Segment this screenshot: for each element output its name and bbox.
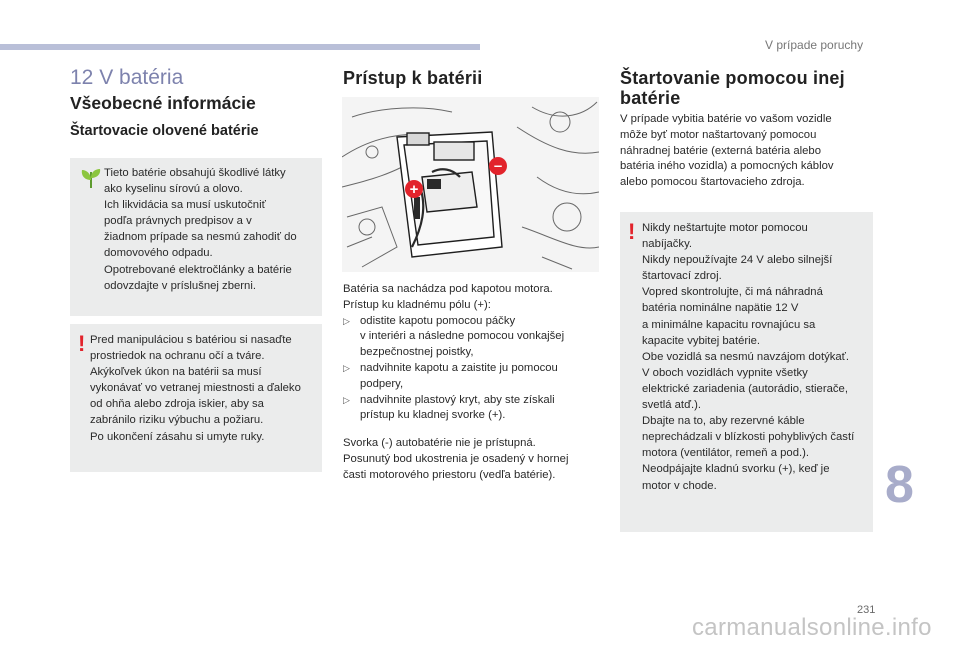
text-line: v interiéri a následne pomocou vonkajšej [360, 330, 565, 343]
text-line: Svorka (-) autobatérie nie je prístupná. [343, 437, 536, 450]
text-line: Po ukončení zásahu si umyte ruky. [90, 430, 265, 443]
chapter-number: 8 [885, 456, 914, 514]
text-line: podpery, [360, 377, 404, 390]
section-heading: Všeobecné informácie [70, 93, 256, 113]
text-line: bezpečnostnej poistky, [360, 346, 474, 359]
warning-icon: ! [628, 219, 636, 244]
text-line: štartovací zdroj. [642, 270, 722, 283]
negative-terminal-marker [488, 156, 508, 176]
text-line: prostriedok na ochranu očí a tváre. [90, 350, 265, 363]
bullet-icon: ▷ [343, 394, 350, 405]
header-bar [0, 44, 480, 50]
battery-access-text [343, 282, 598, 484]
warning-box-jumpstart [620, 212, 873, 532]
text-line: môže byť motor naštartovaný pomocou [620, 128, 817, 141]
text-line: Ich likvidácia sa musí uskutočniť [104, 199, 266, 212]
section-heading: Prístup k batérii [343, 68, 483, 88]
text-line: V prípade vybitia batérie vo vašom vozidle [620, 113, 832, 125]
text-line: Pred manipuláciou s batériou si nasaďte [90, 334, 292, 346]
positive-terminal-marker [404, 179, 424, 199]
text-line: od ohňa alebo zdroja iskier, aby sa [90, 398, 264, 411]
list-item [343, 314, 598, 361]
text-line: časti motorového priestoru (vedľa batérie). [343, 468, 556, 481]
watermark: carmanualsonline.info [692, 614, 932, 641]
text-line: nadvihnite kapotu a zaistite ju pomocou [360, 361, 558, 374]
eco-info-box [70, 158, 322, 316]
text-line: Batéria sa nachádza pod kapotou motora. [343, 283, 553, 295]
text-line: Vopred skontrolujte, či má náhradná [642, 286, 823, 299]
text-line: Nikdy neštartujte motor pomocou [642, 222, 808, 234]
page-number: 231 [857, 604, 876, 616]
list-item [343, 393, 598, 425]
text-line: domovového odpadu. [104, 247, 213, 260]
text-line: V oboch vozidlách vypnite všetky [642, 366, 808, 379]
text-line: a minimálne kapacitu rovnajúcu sa [642, 318, 816, 331]
recycle-leaf-icon [80, 167, 102, 189]
text-line: Obe vozidlá sa nesmú navzájom dotýkať. [642, 350, 850, 363]
text-line: neprechádzali v blízkosti pohyblivých častí [642, 431, 855, 444]
text-line: ako kyselinu sírovú a olovo. [104, 183, 243, 196]
text-line: svetlá atď.). [642, 399, 702, 412]
text-line: kapacite vybitej batérie. [642, 334, 761, 347]
warning-box-text [90, 332, 320, 445]
warning-box-safety [70, 324, 322, 472]
text-line: nadvihnite plastový kryt, aby ste získali [360, 393, 555, 406]
list-item [343, 361, 598, 393]
minus-label: – [493, 157, 503, 175]
eco-box-text [104, 165, 319, 294]
text-line: náhradnej batérie (externá batéria alebo [620, 144, 821, 157]
text-line: Akýkoľvek úkon na batérii sa musí [90, 366, 262, 379]
subsection-heading: Štartovacie olovené batérie [70, 123, 259, 139]
text-line: prístup ku kladnej svorke (+). [360, 409, 506, 422]
text-line: vykonávať vo vetranej miestnosti a ďaleko [90, 382, 301, 395]
text-line: žiadnom prípade sa nesmú zahodiť do [104, 231, 297, 244]
bullet-icon: ▷ [343, 315, 350, 326]
text-line: Nikdy nepoužívajte 24 V alebo silnejší [642, 254, 833, 267]
text-line: Dbajte na to, aby rezervné káble [642, 415, 805, 428]
warning-box-text [642, 220, 872, 494]
text-line: odovzdajte v príslušnej zberni. [104, 279, 256, 292]
text-line: Opotrebované elektročlánky a batérie [104, 263, 292, 276]
text-line: batéria nominálne napätie 12 V [642, 302, 799, 315]
warning-icon: ! [78, 331, 86, 356]
chapter-title: V prípade poruchy [765, 38, 864, 52]
text-line: Prístup ku kladnému pólu (+): [343, 298, 491, 311]
bullet-icon: ▷ [343, 362, 350, 373]
jump-start-intro [620, 112, 875, 191]
section-heading [620, 68, 880, 108]
text-line: batéria iného vozidla) a pomocných káblov [620, 160, 834, 173]
text-line: nabíjačky. [642, 238, 693, 251]
text-line: elektrické zariadenia (autorádio, stierače, [642, 382, 848, 395]
engine-battery-photo [342, 97, 599, 272]
text-line: zabránilo riziku výbuchu a požiaru. [90, 414, 264, 427]
title-line: batérie [620, 88, 681, 108]
text-line: odistite kapotu pomocou páčky [360, 314, 516, 327]
text-line: Neodpájajte kladnú svorku (+), keď je [642, 463, 830, 476]
plus-label: + [409, 181, 419, 198]
text-line: alebo pomocou štartovacieho zdroja. [620, 176, 805, 189]
text-line: Posunutý bod ukostrenia je osadený v hornej [343, 452, 569, 465]
text-line: motora (ventilátor, remeň a pod.). [642, 447, 810, 460]
text-line: podľa právnych predpisov a v [104, 215, 252, 228]
text-line: Tieto batérie obsahujú škodlivé látky [104, 167, 286, 179]
title-line: Štartovanie pomocou inej [620, 68, 845, 88]
page-title: 12 V batéria [70, 66, 184, 89]
text-line: motor v chode. [642, 479, 717, 492]
